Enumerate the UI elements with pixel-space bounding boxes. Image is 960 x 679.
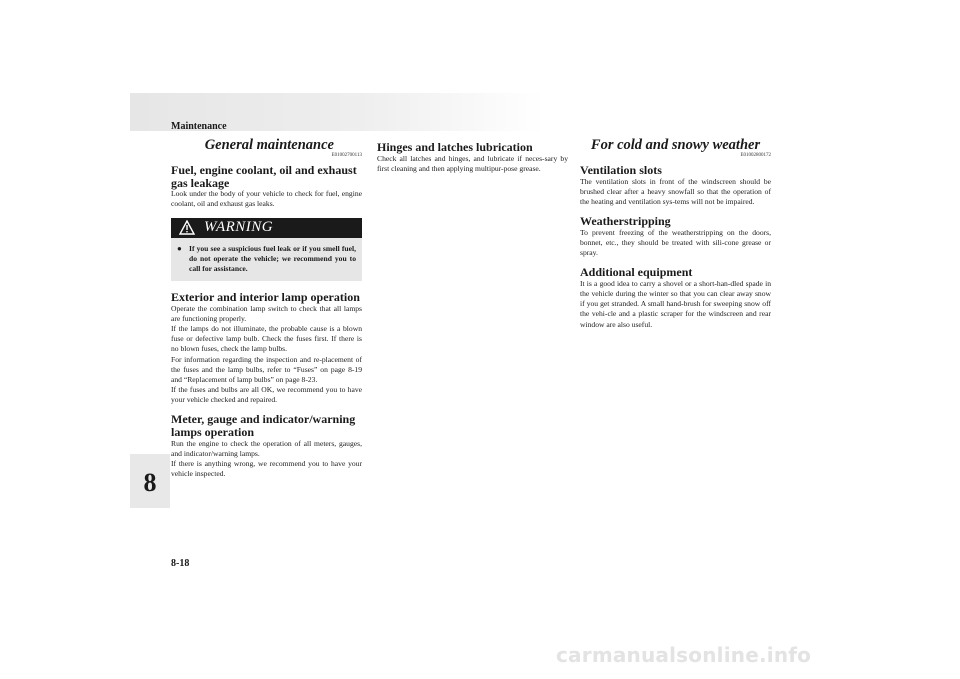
warning-box: [171, 218, 362, 282]
section-label: Maintenance: [171, 121, 227, 132]
chapter-number: 8: [143, 468, 157, 497]
paragraph-meter-2: If there is anything wrong, we recommend you to have your vehicle inspected.: [171, 458, 362, 479]
chapter-tab: [130, 454, 170, 508]
heading-ventilation-slots: Ventilation slots: [580, 163, 662, 177]
heading-meter-gauge: Meter, gauge and indicator/warning lamps operation: [171, 412, 356, 439]
section-code: E01002700113: [331, 153, 362, 158]
warning-text: If you see a suspicious fuel leak or if you smell fuel, do not operate the vehicle; we recommend you to call for assistance.: [189, 243, 356, 273]
heading-fuel-leakage: Fuel, engine coolant, oil and exhaust gas leakage: [171, 163, 357, 190]
section-code: E01002800172: [740, 153, 771, 158]
page-number: 8-18: [171, 558, 190, 569]
paragraph-lamp-3: For information regarding the inspection and re-placement of the fuses and the lamp bulbs, refer to “Fuses” on page 8-19 and “Replacement of lamp bulbs” on page 8-23.: [171, 354, 362, 384]
paragraph-additional-equipment: It is a good idea to carry a shovel or a short-han-dled spade in the vehicle during the winter so that you can clear away snow if you get stranded. A small hand-brush for sweeping snow off the vehi-cle and a plastic scraper for the windscreen and rear window are also useful.: [580, 278, 771, 329]
paragraph-lamp-2: If the lamps do not illuminate, the probable cause is a blown fuse or defective lamp bulb. Check the fuses first. If there is no blown fuses, check the lamp bulbs.: [171, 323, 362, 354]
paragraph-weatherstripping: To prevent freezing of the weatherstripping on the doors, bonnet, etc., they should be treated with sili-cone grease or spray.: [580, 227, 771, 258]
column-3: [580, 137, 771, 338]
warning-triangle-icon: [179, 220, 195, 235]
section-title-general-maintenance: General maintenance: [204, 137, 334, 153]
column-1: [171, 137, 362, 487]
watermark: carmanualsonline.info: [556, 643, 812, 667]
warning-body: [171, 238, 362, 282]
paragraph-fuel-leakage: Look under the body of your vehicle to check for fuel, engine coolant, oil and exhaust gas leaks.: [171, 189, 362, 209]
warning-header: [171, 218, 362, 238]
heading-lamp-operation: Exterior and interior lamp operation: [171, 290, 360, 305]
heading-hinges-latches: Hinges and latches lubrication: [377, 140, 533, 154]
paragraph-meter-1: Run the engine to check the operation of all meters, gauges, and indicator/warning lamps.: [171, 438, 362, 458]
heading-additional-equipment: Additional equipment: [580, 265, 693, 280]
paragraph-lamp-1: Operate the combination lamp switch to check that all lamps are functioning properly.: [171, 303, 362, 323]
paragraph-ventilation-slots: The ventilation slots in front of the windscreen should be brushed clear after a heavy snowfall so that the operation of the heating and ventilation sys-tems will not be impaired.: [580, 176, 771, 206]
warning-title: WARNING: [204, 218, 274, 235]
column-2: [377, 141, 568, 182]
heading-weatherstripping: Weatherstripping: [580, 214, 671, 229]
paragraph-lamp-4: If the fuses and bulbs are all OK, we recommend you to have your vehicle checked and repaired.: [171, 385, 362, 405]
paragraph-hinges-latches: Check all latches and hinges, and lubricate if neces-sary by first cleaning and then applying multipur-pose grease.: [377, 153, 568, 173]
section-title-cold-weather: For cold and snowy weather: [590, 137, 761, 153]
bullet-icon: ●: [177, 243, 182, 253]
